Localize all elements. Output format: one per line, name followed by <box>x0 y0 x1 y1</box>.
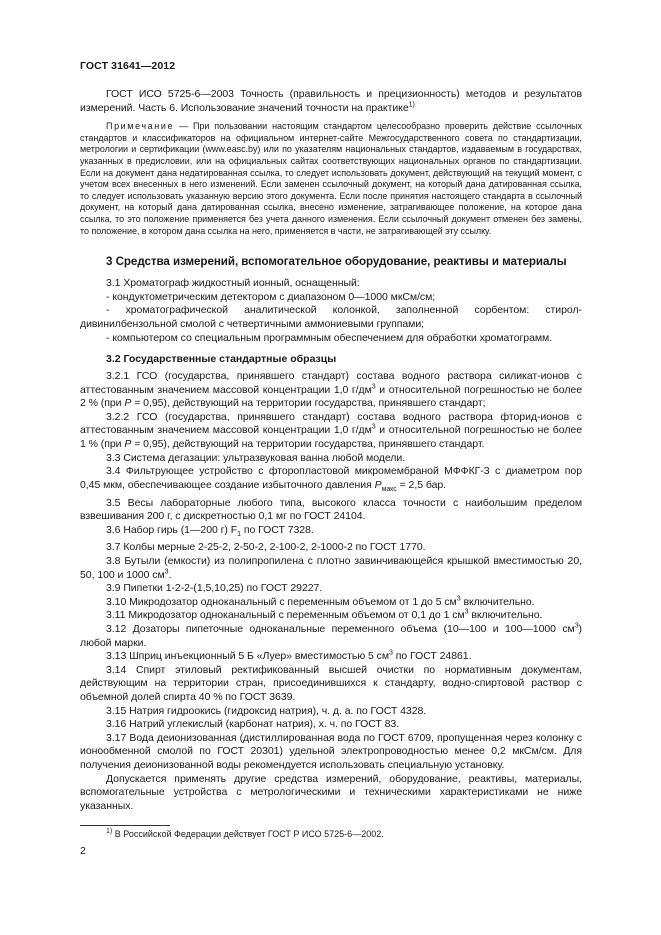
footnote-marker: 1) <box>408 101 415 109</box>
clause-3-2-1: 3.2.1 ГСО (государства, принявшего стандарт) состава водного раствора силикат-ионов с аттестованным значением массовой концентрации 1,0 $г/дм^3$ и относительной погрешностью не более 2 % (при P = 0,95), действующий на территории государства, принявшего стандарт; <box>80 370 582 410</box>
clause-3-14: 3.14 Спирт этиловый ректификованный высшей очистки по нормативным документам, действующим на территории стран, присоединившихся к стандарту, водно-спиртовой раствор с объемной долей спирта 40 % по ГОСТ 3639. <box>80 663 582 703</box>
clause-3-7: 3.7 Колбы мерные 2-25-2, 2-50-2, 2-100-2, 2-1000-2 по ГОСТ 1770. <box>106 541 426 554</box>
clause-3-12: 3.12 Дозаторы пипеточные одноканальные переменного объема (10—100 и 100—1000 $см^3$) любой марки. <box>80 622 582 649</box>
clause-3-17: 3.17 Вода деионизованная (дистиллированная вода по ГОСТ 6709, пропущенная через колонку с ионообменной смолой по ГОСТ 20301) удельной электропроводностью менее 0,2 мкСм/см. Для получения деионизованной воды рекомендуется использовать специальную установку. <box>80 731 582 771</box>
clause-3-1-item: - кондуктометрическим детектором с диапазоном 0—1000 мкСм/см; <box>106 290 436 303</box>
subsection-3-2-title: 3.2 Государственные стандартные образцы <box>106 353 337 366</box>
clause-3-1-item: - компьютером со специальным программным обеспечением для обработки хроматограмм. <box>106 331 553 344</box>
reference-paragraph: ГОСТ ИСО 5725-6—2003 Точность (правильность и прецизионность) методов и результатов измерений. Часть 6. Использование значений точности на практике$^{1)}$ <box>80 88 582 114</box>
clause-3-5: 3.5 Весы лабораторные любого типа, высокого класса точности с наибольшим пределом взвешивания 200 г, с дискретностью 0,1 мг по ГОСТ 24104. <box>80 496 582 523</box>
clause-3-8: 3.8 Бутыли (емкости) из полипропилена с плотно завинчивающейся крышкой вместимостью 20, 50, 100 и 1000 $см^3$. <box>80 555 582 581</box>
clause-3-4: 3.4 Фильтрующее устройство с фторопластовой микромембраной МФФКГ-3 с диаметром пор 0,45 мкм, обеспечивающее создание избыточного давления $P_{макс} = 2,5$ бар. <box>80 465 582 493</box>
clause-3-10: 3.10 Микродозатор одноканальный с переменным объемом от 1 до 5 $см^3$ включительно. <box>106 595 535 608</box>
clause-3-1: 3.1 Хроматограф жидкостный ионный, оснащенный: <box>106 277 360 290</box>
clause-3-15: 3.15 Натрия гидроокись (гидроксид натрия), ч. д. а. по ГОСТ 4328. <box>106 704 427 717</box>
clause-3-9: 3.9 Пипетки 1-2-2-(1,5,10,25) по ГОСТ 29227. <box>106 582 323 595</box>
clause-3-16: 3.16 Натрий углекислый (карбонат натрия), х. ч. по ГОСТ 83. <box>106 718 400 731</box>
note-paragraph: Примечание — При пользовании настоящим стандартом целесообразно проверить действие ссылочных стандартов и классификаторов на официальном интернет-сайте Межгосударственного совета по стандартизации, метрологии и сертификации (www.easc.by) или по указателям национальных стандартов, издаваемым в государствах, указанных в предисловии, или на официальных сайтах соответствующих национальных органов по стандартизации. Если на документ дана недатированная ссылка, то следует использовать документ, действующий на текущий момент, с учетом всех внесенных в него изменений. Если заменен ссылочный документ, на который дана датированная ссылка, то следует использовать указанную версию этого документа. Если после принятия настоящего стандарта в ссылочный документ, на который дана датированная ссылка, внесено изменение, затрагивающее положение, на которое дана ссылка, то это положение применяется без учета данного изменения. Если ссылочный документ отменен без замены, то положение, в котором дана ссылка на него, применяется в части, не затрагивающей эту ссылку. <box>80 121 582 236</box>
page-body <box>80 88 582 813</box>
section-3-title: 3 Средства измерений, вспомогательное оборудование, реактивы и материалы <box>106 255 567 269</box>
clause-3-2-2: 3.2.2 ГСО (государства, принявшего стандарт) состава водного раствора фторид-ионов с аттестованным значением массовой концентрации 1,0 $г/дм^3$ и относительной погрешностью не более 1 % (при P = 0,95), действующий на территории государства, принявшего стандарт. <box>80 410 582 451</box>
footnote-separator <box>80 825 170 826</box>
clause-3-11: 3.11 Микродозатор одноканальный с переменным объемом от 0,1 до 1 $см^3$ включительно. <box>106 608 543 622</box>
clause-3-13: 3.13 Шприц инъекционный 5 Б «Луер» вместимостью 5 $см^3$ по ГОСТ 24861. <box>106 649 472 663</box>
document-header: ГОСТ 31641—2012 <box>80 60 176 72</box>
footnote: $^{1)}$ В Российской Федерации действует ГОСТ Р ИСО 5725-6—2002. <box>106 828 384 839</box>
clause-3-6: 3.6 Набор гирь (1—200 г) $F_1$ по ГОСТ 7328. <box>106 523 314 538</box>
clause-3-3: 3.3 Система дегазации: ультразвуковая ванна любой модели. <box>106 451 406 464</box>
page-number: 2 <box>80 845 86 857</box>
final-paragraph: Допускается применять другие средства измерений, оборудование, реактивы, материалы, вспомогательные устройства с метрологическими и техническими характеристиками не ниже указанных. <box>80 772 582 812</box>
note-label: Примечание <box>106 121 175 132</box>
clause-3-1-item: - хроматографической аналитической колонкой, заполненной сорбентом: стирол-дивинилбензольной смолой с четвертичными аммониевыми группами; <box>80 304 582 330</box>
footnote-mark: 1) <box>106 828 113 835</box>
